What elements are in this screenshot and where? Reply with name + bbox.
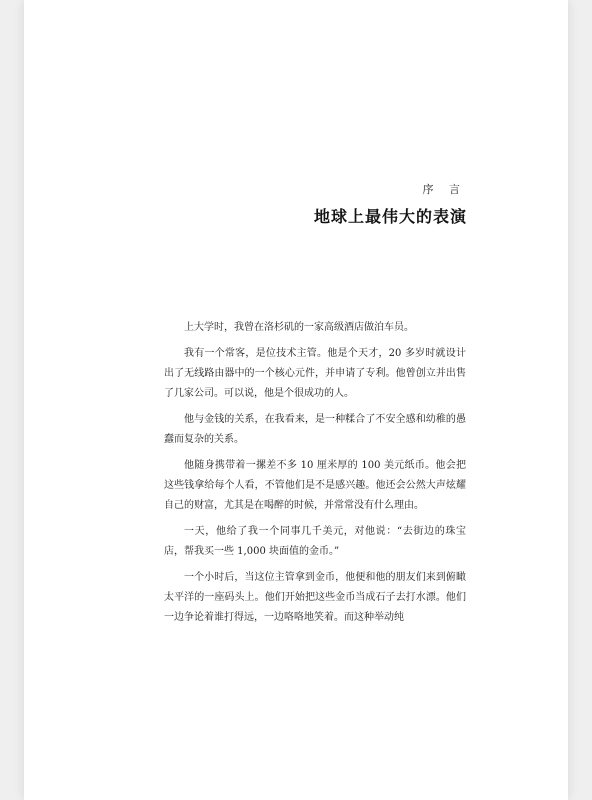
book-page [24,0,568,800]
paragraph: 一个小时后，当这位主管拿到金币，他便和他的朋友们来到俯瞰太平洋的一座码头上。他们开始把这些金币当成石子去打水漂。他们一边争论着谁打得远，一边咯咯地笑着。而这种举动纯 [164,572,466,623]
paragraph: 他与金钱的关系，在我看来，是一种糅合了不安全感和幼稚的愚蠢而复杂的关系。 [164,414,466,445]
section-label: 序 言 [422,183,466,196]
paragraph: 他随身携带着一摞差不多 10 厘米厚的 100 美元纸币。他会把这些钱拿给每个人看，不管他们是不是感兴趣。他还会公然大声炫耀自己的财富，尤其是在喝醉的时候，并常常没有什么理由。 [164,460,466,511]
paragraph: 上大学时，我曾在洛杉矶的一家高级酒店做泊车员。 [184,322,414,333]
body-text [164,318,466,634]
chapter-title: 地球上最伟大的表演 [313,207,467,226]
paragraph: 一天，他给了我一个同事几千美元，对他说：“去街边的珠宝店，帮我买一些 1,000 块面值的金币。” [164,526,466,557]
paragraph: 我有一个常客，是位技术主管。他是个天才，20 多岁时就设计出了无线路由器中的一个核心元件，并申请了专利。他曾创立并出售了几家公司。可以说，他是个很成功的人。 [164,348,466,399]
